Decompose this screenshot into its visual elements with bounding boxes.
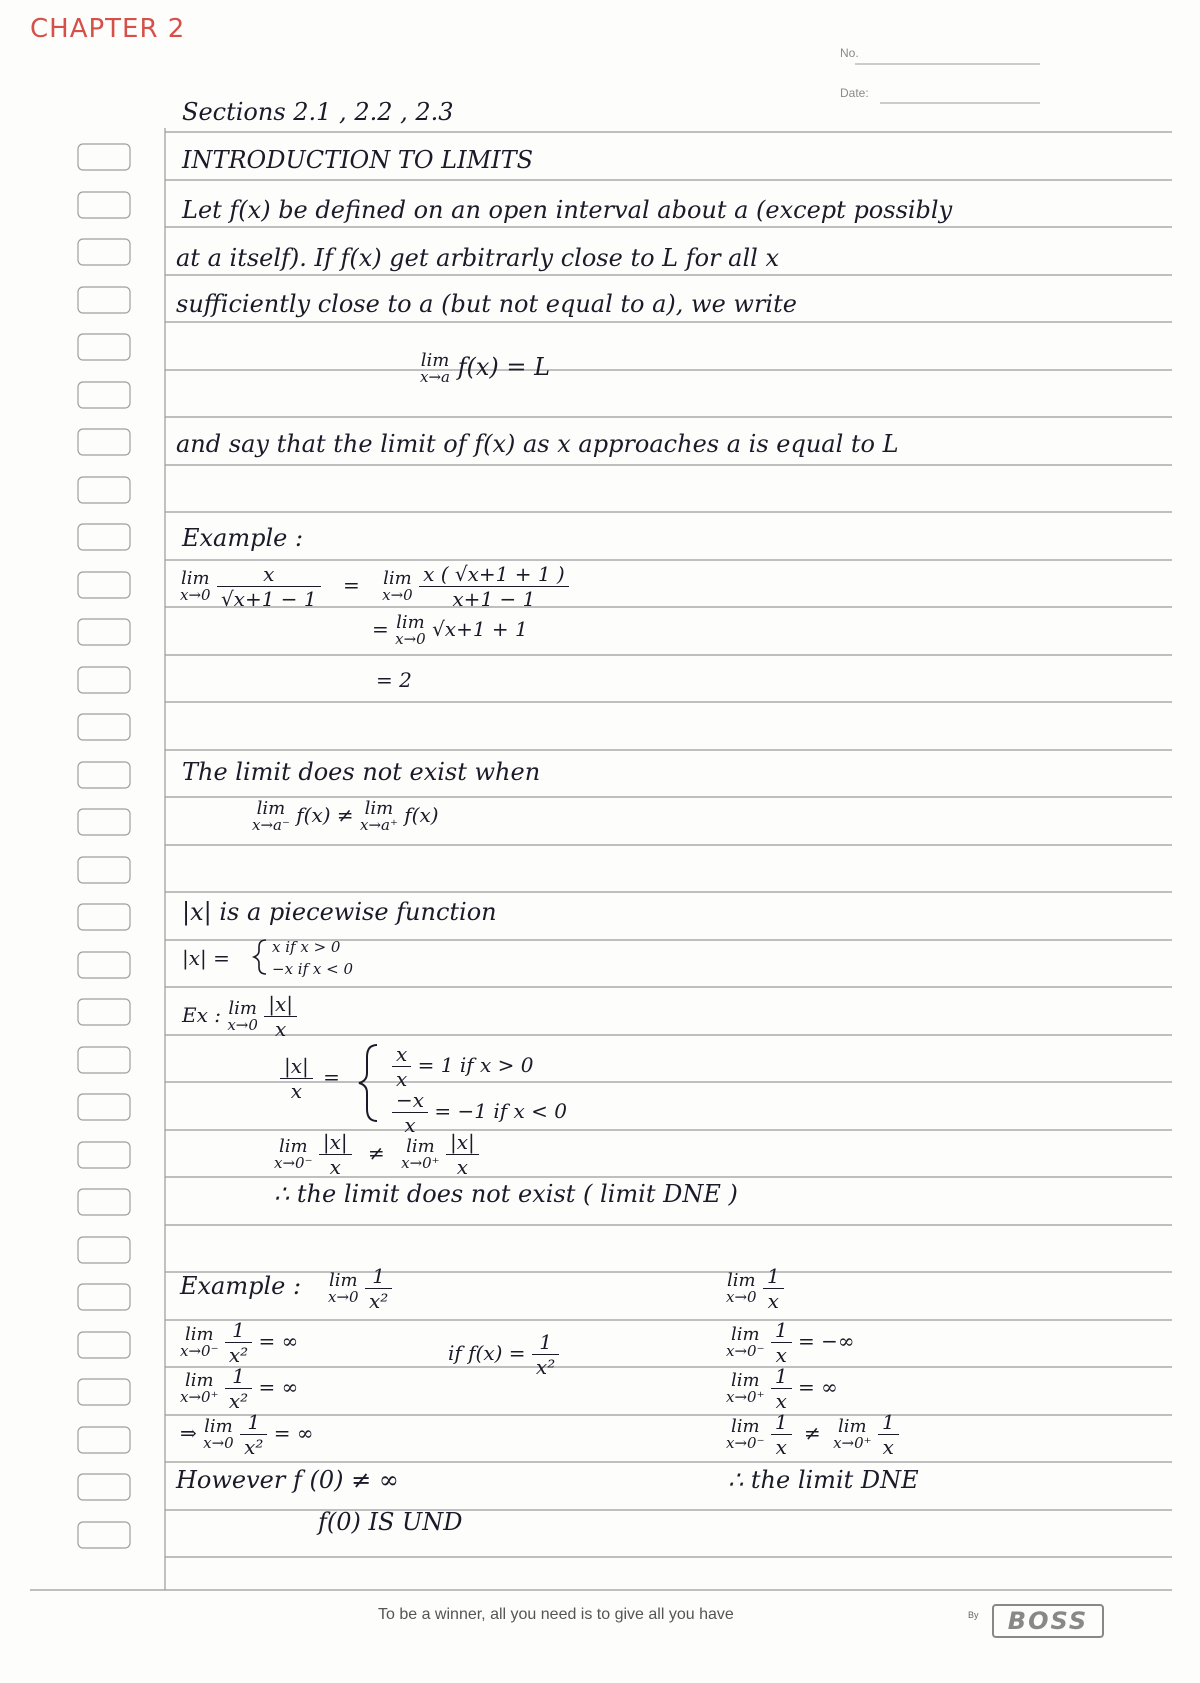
reciprocal-right-limit: lim x→0⁺ $\frac{1}{x}$ = ∞ (726, 1364, 838, 1413)
reciprocal-limit: lim x→0 $\frac{1}{x}$ (726, 1264, 784, 1313)
function-definition: if f(x) = $\frac{1}{\text{x²}}$ (448, 1330, 559, 1379)
definition-line-3: sufficiently close to a (but not equal to a), we write (176, 290, 797, 318)
piecewise-case-1: $\frac{x}{x}$ = 1 if x > 0 (392, 1042, 533, 1091)
example1-lhs: lim x→0 $\frac{x}{√x+1 - 1}$ = lim x→0 $\frac{x ( √x+1 + 1 )}{x+1 - 1}$ (180, 562, 569, 611)
example-label-2: Example : (180, 1272, 302, 1300)
left-limit-inverse-square: lim x→0⁻ $\frac{1}{\text{x²}}$ = ∞ (180, 1318, 299, 1367)
definition-formula: lim x→a f(x) = L (420, 350, 551, 386)
sections-line: Sections 2.1 , 2.2 , 2.3 (182, 98, 454, 126)
brand-logo: BOSS (992, 1604, 1104, 1638)
example1-result: = 2 (376, 668, 412, 692)
undefined-statement: f(0) IS UND (318, 1508, 463, 1536)
footer-by: By (968, 1610, 979, 1620)
footer-motto: To be a winner, all you need is to give all you have (378, 1606, 734, 1623)
conclusion-dne: ∴ the limit does not exist ( limit DNE ) (274, 1180, 738, 1208)
reciprocal-left-limit: lim x→0⁻ $\frac{1}{x}$ = −∞ (726, 1318, 855, 1367)
definition-line-2: at a itself). If f(x) get arbitrarly close to L for all x (176, 244, 779, 272)
brace-small (254, 940, 266, 974)
dne-condition: lim x→a⁻ f(x) ≠ lim x→a⁺ f(x) (252, 798, 439, 834)
implies-limit: ⇒ lim x→0 $\frac{1}{\text{x²}}$ = ∞ (180, 1410, 314, 1459)
lim-x-to-a: lim x→a (420, 350, 450, 386)
example-label-1: Example : (182, 524, 304, 552)
definition-line-4: and say that the limit of f(x) as x approaches a is equal to L (176, 430, 899, 458)
abs-case-1: x if x > 0 (272, 938, 341, 956)
example2-limit: lim x→0 $\frac{1}{\text{x²}}$ (328, 1264, 392, 1313)
example1-lhs-fraction: $\frac{x}{√x+1 - 1}$ (217, 562, 321, 611)
however-statement: However f (0) ≠ ∞ (176, 1466, 399, 1494)
ex-absolute-limit: Ex : lim x→0 $\frac{|x|}{x}$ (182, 992, 297, 1041)
piecewise-lhs: $\frac{|x|}{x}$ = (280, 1054, 340, 1103)
definition-line-1: Let f(x) be defined on an open interval about a (except possibly (182, 196, 953, 224)
example1-rhs-fraction: $\frac{x ( √x+1 + 1 )}{x+1 - 1}$ (419, 562, 569, 611)
chapter-heading: CHAPTER 2 (30, 14, 186, 44)
abs-case-2: −x if x < 0 (272, 960, 354, 978)
dne-statement: The limit does not exist when (182, 758, 541, 786)
one-sided-comparison: lim x→0⁻ $\frac{|x|}{x}$ ≠ lim x→0⁺ $\frac{|x|}{x}$ (274, 1130, 479, 1179)
piecewise-case-2: $\frac{-x}{x}$ = −1 if x < 0 (392, 1088, 567, 1137)
abs-statement: |x| is a piecewise function (182, 898, 497, 926)
date-label: Date: (840, 86, 869, 100)
abs-definition-lhs: |x| = (182, 946, 230, 970)
reciprocal-dne: ∴ the limit DNE (728, 1466, 919, 1494)
no-label: No. (840, 46, 859, 60)
brace (359, 1045, 377, 1121)
example1-step2: = lim x→0 √x+1 + 1 (372, 612, 528, 648)
reciprocal-comparison: lim x→0⁻ $\frac{1}{x}$ ≠ lim x→0⁺ $\frac{1}{x}$ (726, 1410, 899, 1459)
right-limit-inverse-square: lim x→0⁺ $\frac{1}{\text{x²}}$ = ∞ (180, 1364, 299, 1413)
topic-heading: INTRODUCTION TO LIMITS (182, 146, 534, 174)
